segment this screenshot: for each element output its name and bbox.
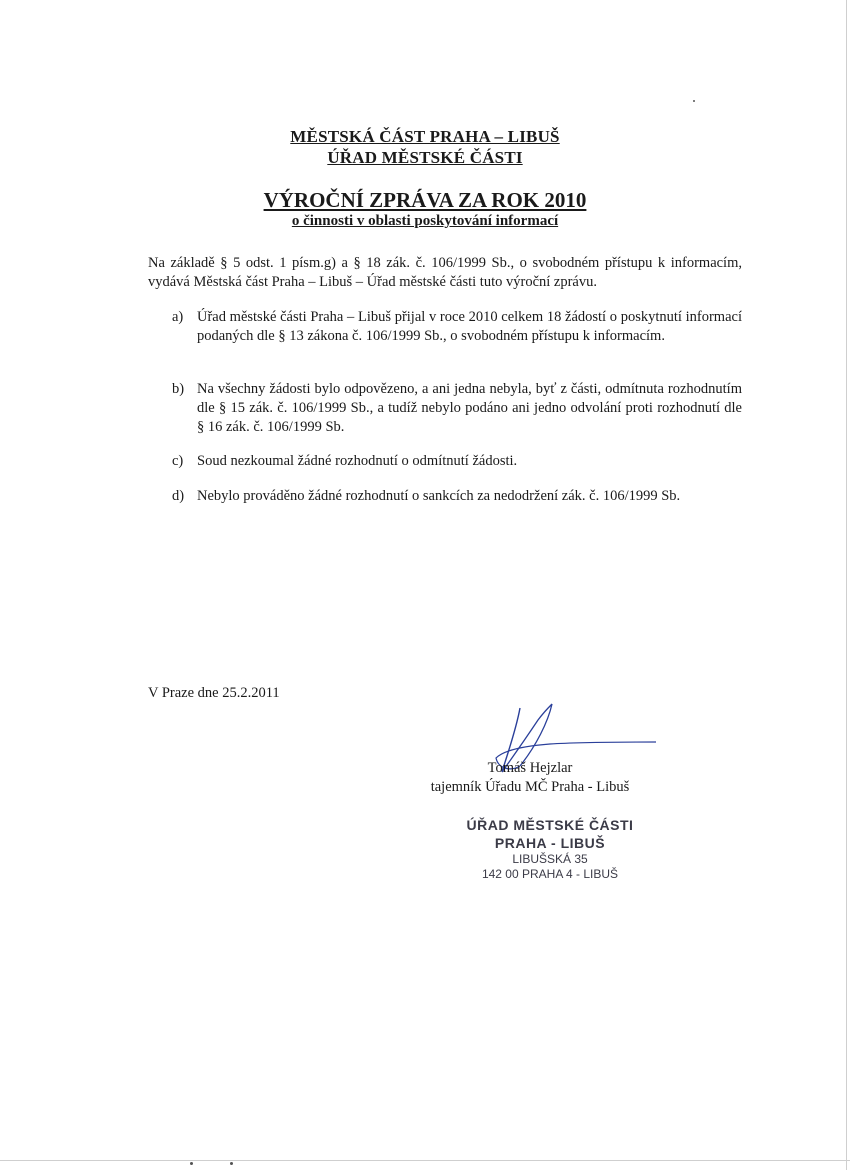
list-item: [172, 380, 742, 437]
document-subtitle: o činnosti v oblasti poskytování informací: [291, 213, 559, 229]
header-organization: [0, 126, 850, 168]
office-name: ÚŘAD MĚSTSKÉ ČÁSTI: [327, 148, 523, 167]
stamp-street: LIBUŠSKÁ 35: [512, 852, 588, 866]
scan-edge-line: [0, 1160, 850, 1161]
scan-speck: [190, 1162, 193, 1165]
list-marker: d): [172, 488, 185, 504]
signer-role: tajemník Úřadu MČ Praha - Libuš: [430, 779, 630, 795]
header-title-block: [0, 188, 850, 231]
intro-paragraph: Na základě § 5 odst. 1 písm.g) a § 18 zák. č. 106/1999 Sb., o svobodném přístupu k informacím, vydává Městská část Praha – Libuš – Úřad městské části tuto výroční zprávu.: [148, 255, 742, 290]
list-marker: c): [172, 453, 184, 469]
scan-speck: [693, 100, 695, 102]
list-item-text: Na všechny žádosti bylo odpovězeno, a ani jedna nebyla, byť z části, odmítnuta rozhodnutím dle § 15 zák. č. 106/1999 Sb., a tudíž nebylo podáno ani jedno odvolání proti rozhodnutí dle § 16 zák. č. 106/1999 Sb.: [197, 381, 742, 435]
list-item-text: Nebylo prováděno žádné rozhodnutí o sankcích za nedodržení zák. č. 106/1999 Sb.: [197, 488, 681, 504]
signer-name: Tomáš Hejzlar: [487, 760, 573, 776]
list-marker: b): [172, 381, 185, 397]
office-stamp: [430, 816, 670, 882]
dateline: V Praze dne 25.2.2011: [148, 685, 280, 701]
list-item: [172, 308, 742, 346]
document-title: VÝROČNÍ ZPRÁVA ZA ROK 2010: [263, 188, 587, 212]
stamp-office: ÚŘAD MĚSTSKÉ ČÁSTI: [466, 817, 634, 833]
scan-edge-line: [846, 0, 847, 1170]
stamp-district: PRAHA - LIBUŠ: [494, 835, 606, 851]
list-marker: a): [172, 309, 184, 325]
stamp-postal: 142 00 PRAHA 4 - LIBUŠ: [481, 867, 619, 881]
scan-speck: [230, 1162, 233, 1165]
list-item: [172, 452, 742, 471]
list-item-text: Soud nezkoumal žádné rozhodnutí o odmítnutí žádosti.: [197, 453, 518, 469]
organization-name: MĚSTSKÁ ČÁST PRAHA – LIBUŠ: [290, 127, 560, 146]
list-item-text: Úřad městské části Praha – Libuš přijal v roce 2010 celkem 18 žádostí o poskytnutí informací podaných dle § 13 zákona č. 106/1999 Sb., o svobodném přístupu k informacím.: [197, 309, 742, 344]
list-item: [172, 487, 742, 506]
